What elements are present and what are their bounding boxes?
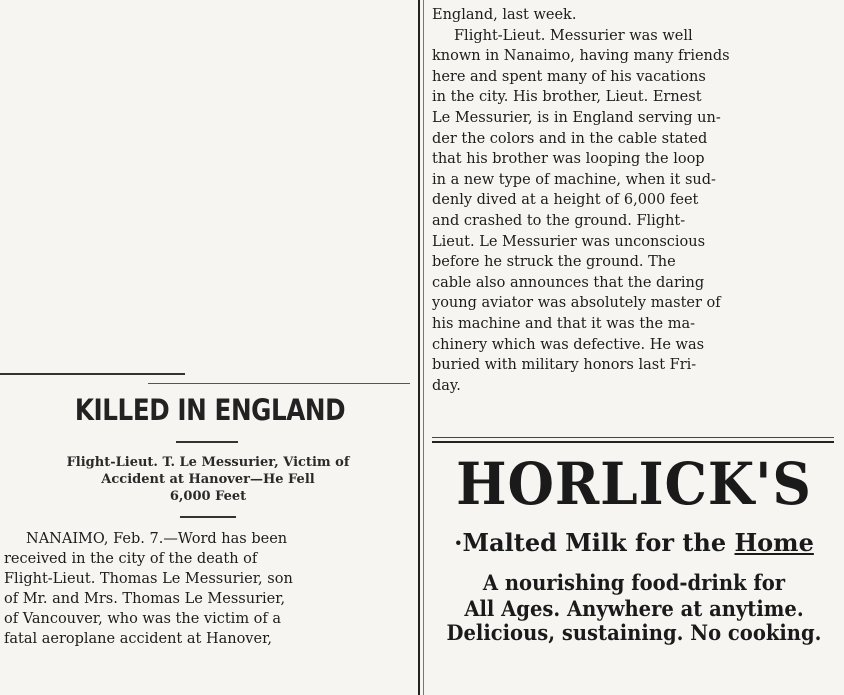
body-line: here and spent many of his vacations <box>432 68 706 85</box>
article-body-left <box>4 529 408 649</box>
ad-tagline <box>432 528 836 558</box>
ad-top-rule-heavy <box>432 441 834 443</box>
column-divider <box>418 0 420 695</box>
body-line: buried with military honors last Fri- <box>432 357 697 374</box>
column-divider-thin <box>423 0 424 695</box>
body-line: that his brother was looping the loop <box>432 151 705 168</box>
ad-tagline-text: ·Malted Milk for the <box>454 528 735 557</box>
body-line: received in the city of the death of <box>4 551 258 567</box>
deck-line: 6,000 Feet <box>169 489 247 504</box>
body-line: cable also announces that the daring <box>432 274 705 291</box>
body-line: young aviator was absolutely master of <box>432 295 721 312</box>
body-line: der the colors and in the cable stated <box>432 130 708 147</box>
body-line: of Mr. and Mrs. Thomas Le Messurier, <box>4 591 286 607</box>
left-column <box>0 0 414 695</box>
horlicks-advertisement <box>432 446 836 678</box>
deck-rule <box>180 516 236 518</box>
article-body-right <box>432 5 836 396</box>
ad-copy-line: All Ages. Anywhere at anytime. <box>464 596 804 621</box>
headline-rule <box>176 441 238 443</box>
body-line: fatal aeroplane accident at Hanover, <box>4 631 273 647</box>
ad-brand-name: HORLICK'S <box>456 450 812 518</box>
body-line: Lieut. Le Messurier was unconscious <box>432 233 706 250</box>
body-line: known in Nanaimo, having many friends <box>432 48 730 65</box>
body-line: chinery which was defective. He was <box>432 336 705 353</box>
body-line: in the city. His brother, Lieut. Ernest <box>432 89 702 106</box>
ad-copy-line: Delicious, sustaining. No cooking. <box>446 620 822 645</box>
body-line: Flight-Lieut. Thomas Le Messurier, son <box>4 571 293 587</box>
body-line: day. <box>432 377 461 394</box>
section-rule <box>0 373 185 375</box>
body-line: England, last week. <box>432 7 577 23</box>
section-rule-thin <box>148 383 410 384</box>
ad-top-rule <box>432 437 834 438</box>
body-line: of Vancouver, who was the victim of a <box>4 611 282 627</box>
ad-copy-line: A nourishing food-drink for <box>482 570 786 595</box>
body-line: in a new type of machine, when it sud- <box>432 171 716 188</box>
article-headline: KILLED IN ENGLAND <box>74 393 346 427</box>
body-line: his machine and that it was the ma- <box>432 315 695 332</box>
body-line: before he struck the ground. The <box>432 254 676 271</box>
deck-line: Flight-Lieut. T. Le Messurier, Victim of <box>66 455 350 470</box>
body-line: Le Messurier, is in England serving un- <box>432 109 721 126</box>
body-line: denly dived at a height of 6,000 feet <box>432 192 699 209</box>
ad-tagline-home: Home <box>734 528 814 557</box>
body-line: NANAIMO, Feb. 7.—Word has been <box>26 531 288 547</box>
article-deck <box>6 454 410 505</box>
body-line: Flight-Lieut. Messurier was well <box>454 27 693 44</box>
body-line: and crashed to the ground. Flight- <box>432 212 686 229</box>
deck-line: Accident at Hanover—He Fell <box>101 472 315 487</box>
